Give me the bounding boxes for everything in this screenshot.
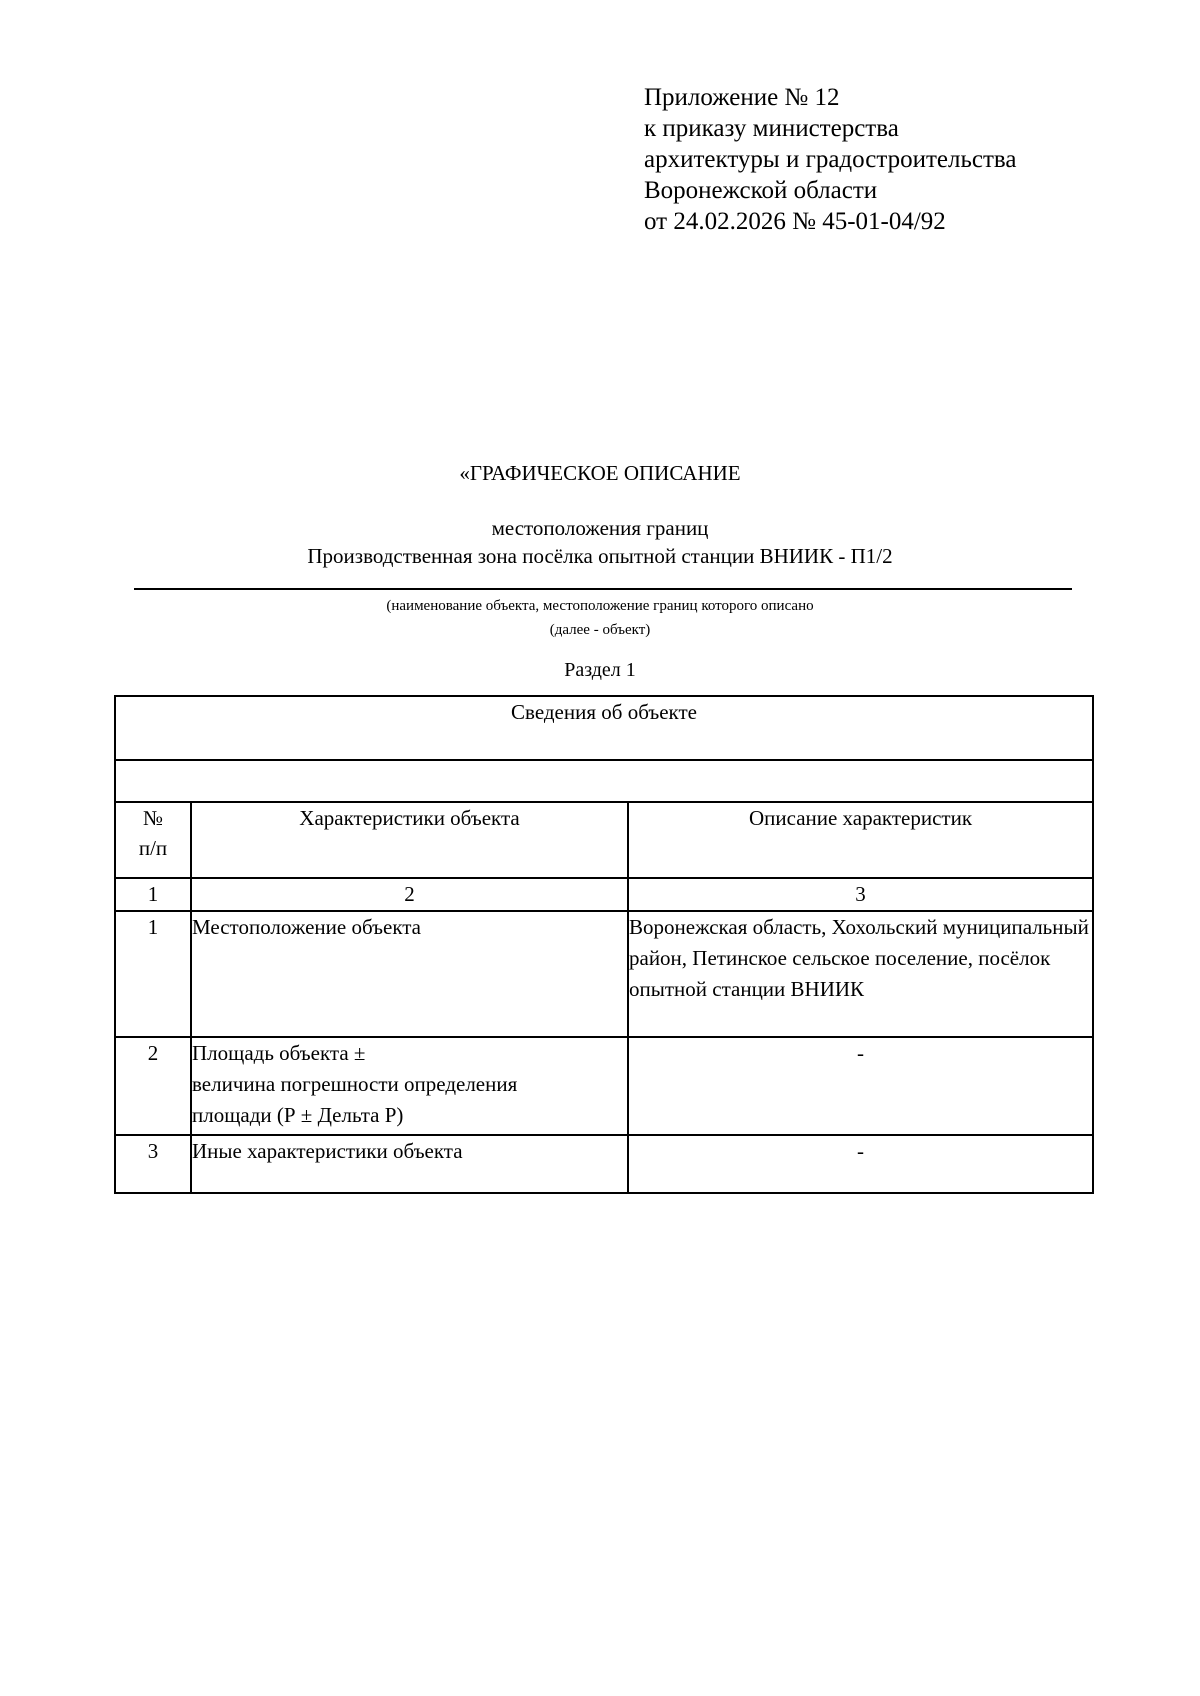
row-num: 1 xyxy=(115,911,191,1037)
column-number: 1 xyxy=(115,878,191,911)
object-name: Производственная зона посёлка опытной станции ВНИИК - П1/2 xyxy=(307,544,893,568)
header-description: Описание характеристик xyxy=(628,802,1093,878)
appendix-line: архитектуры и градостроительства xyxy=(644,146,1017,173)
appendix-line: Воронежской области xyxy=(644,177,878,204)
object-name-note xyxy=(0,594,1200,642)
table-row xyxy=(115,1037,1093,1135)
table-header-row xyxy=(115,802,1093,878)
row-num: 3 xyxy=(115,1135,191,1193)
row-characteristic: Местоположение объекта xyxy=(191,911,628,1037)
appendix-line: от 24.02.2026 № 45-01-04/92 xyxy=(644,208,946,235)
header-num-line: п/п xyxy=(138,836,168,860)
row-description: Воронежская область, Хохольский муниципальный район, Петинское сельское поселение, посёлок опытной станции ВНИИК xyxy=(628,911,1093,1037)
note-line: (наименование объекта, местоположение границ которого описано xyxy=(386,598,814,614)
table-blank-row xyxy=(115,760,1093,802)
header-num xyxy=(115,802,191,878)
column-number: 2 xyxy=(191,878,628,911)
row-num: 2 xyxy=(115,1037,191,1135)
blank-cell xyxy=(115,760,1093,802)
row-characteristic: Иные характеристики объекта xyxy=(191,1135,628,1193)
characteristic-line: площади (Р ± Дельта Р) xyxy=(192,1103,404,1127)
subtitle-line: местоположения границ xyxy=(491,516,709,540)
note-line: (далее - объект) xyxy=(549,622,651,638)
header-num-line: № xyxy=(142,806,164,830)
underline-rule xyxy=(134,588,1072,590)
column-number: 3 xyxy=(628,878,1093,911)
header-characteristics: Характеристики объекта xyxy=(191,802,628,878)
document-title: «ГРАФИЧЕСКОЕ ОПИСАНИЕ xyxy=(459,461,741,485)
document-subtitle xyxy=(0,514,1200,570)
table-row xyxy=(115,1135,1093,1193)
object-info-table xyxy=(114,695,1094,1194)
column-number-row xyxy=(115,878,1093,911)
row-description: - xyxy=(628,1135,1093,1193)
section-label: Раздел 1 xyxy=(564,659,636,681)
table-row xyxy=(115,911,1093,1037)
table-caption: Сведения об объекте xyxy=(115,696,1093,760)
appendix-line: к приказу министерства xyxy=(644,115,899,142)
row-characteristic xyxy=(191,1037,628,1135)
appendix-line: Приложение № 12 xyxy=(644,84,840,111)
row-description: - xyxy=(628,1037,1093,1135)
characteristic-line: величина погрешности определения xyxy=(192,1072,518,1096)
characteristic-line: Площадь объекта ± xyxy=(192,1041,366,1065)
table-caption-row xyxy=(115,696,1093,760)
appendix-block xyxy=(644,82,1016,237)
